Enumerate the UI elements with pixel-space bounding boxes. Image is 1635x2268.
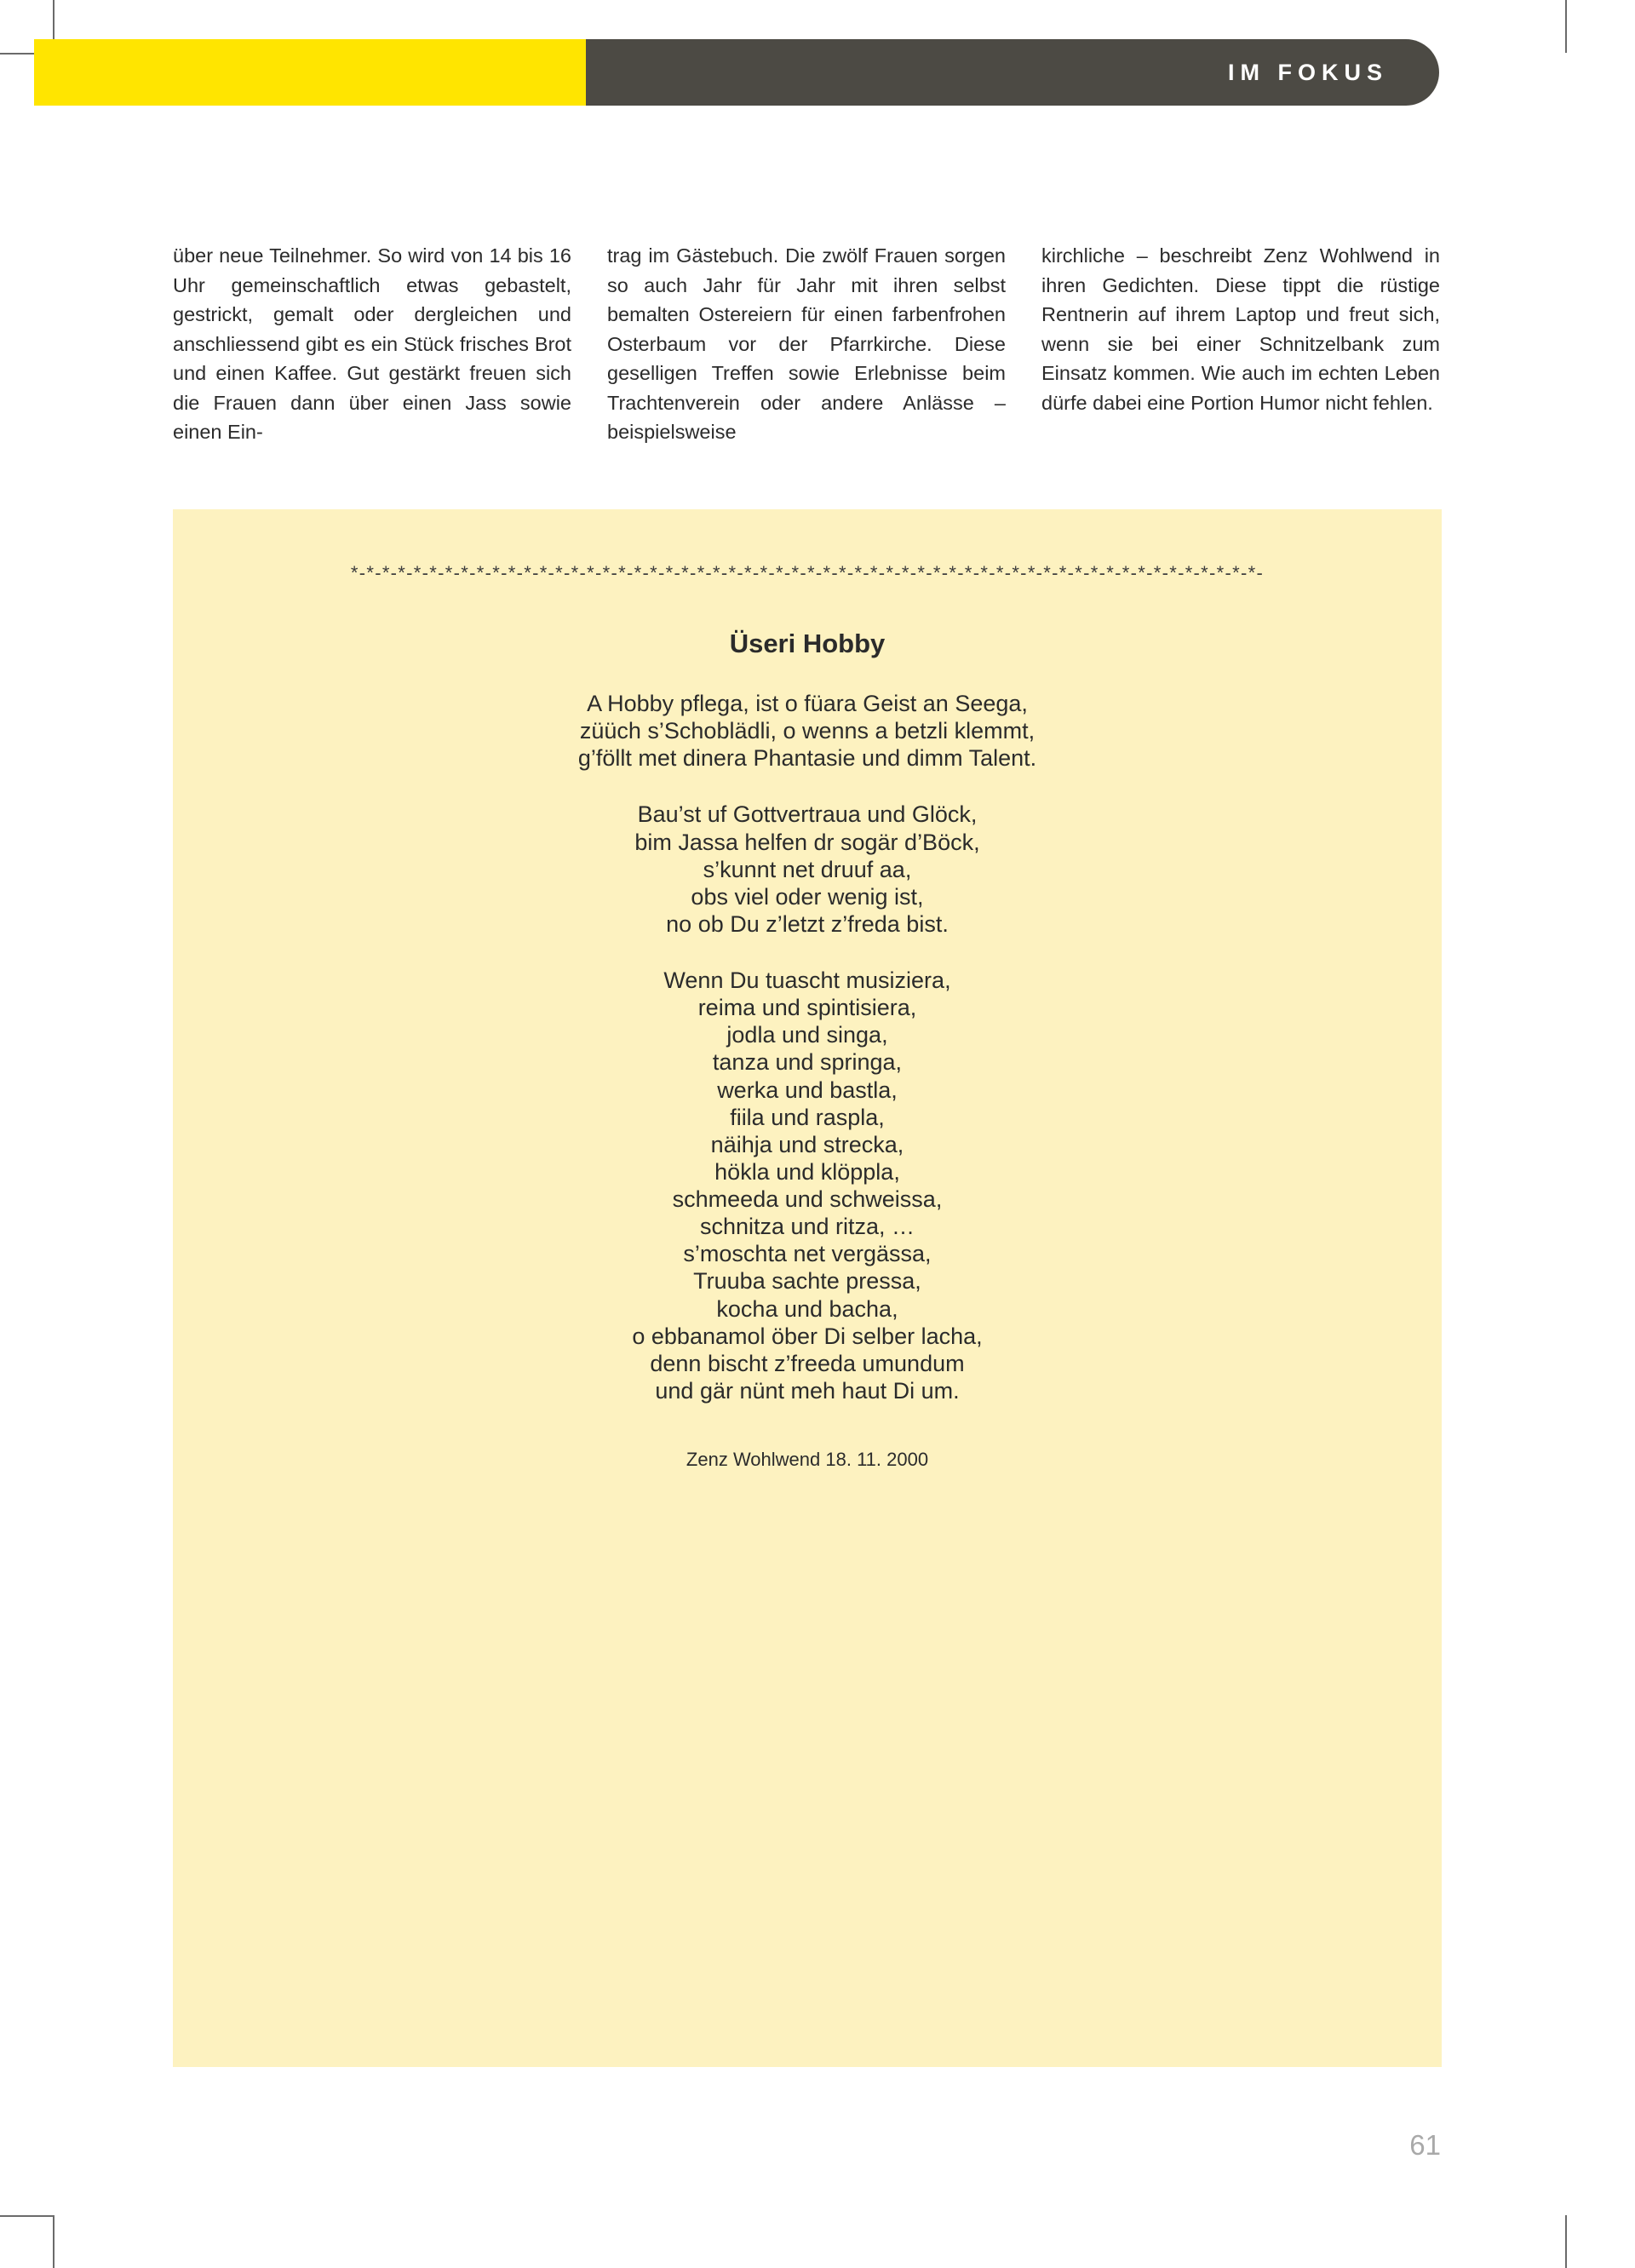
poem-signature: Zenz Wohlwend 18. 11. 2000: [686, 1449, 929, 1470]
poem-line: o ebbanamol öber Di selber lacha,: [632, 1323, 983, 1349]
poem-line: Wenn Du tuascht musiziera,: [663, 967, 951, 993]
poem-line: bim Jassa helfen dr sogär d’Böck,: [634, 829, 980, 855]
poem-line: schmeeda und schweissa,: [672, 1186, 943, 1212]
poem-line: tanza und springa,: [712, 1049, 903, 1076]
poem-line: reima und spintisiera,: [697, 995, 917, 1021]
poem-line: züüch s’Schoblädli, o wenns a betzli klemmt,: [579, 718, 1036, 744]
poem-line: werka und bastla,: [717, 1077, 898, 1103]
article-column-2-text: trag im Gästebuch. Die zwölf Frauen sorgen so auch Jahr für Jahr mit ihren selbst bemalten Ostereiern für einen farbenfrohen Osterbaum vor der Pfarrkirche. Diese geselligen Treffen sowie Erlebnisse beim Trachtenverein oder andere Anlässe – beispielsweise: [607, 244, 1006, 444]
poem-line: s’moschta net vergässa,: [683, 1241, 932, 1267]
page-title: IM FOKUS: [1228, 60, 1388, 85]
poem-title: Üseri Hobby: [729, 629, 886, 658]
article-columns: [173, 241, 1442, 447]
crop-mark-bottom-right-vertical: [1565, 2215, 1567, 2268]
page-number: 61: [1409, 2129, 1441, 2161]
poem-line: denn bischt z’freeda umundum: [650, 1350, 965, 1376]
poem-line: s’kunnt net druuf aa,: [703, 856, 912, 882]
article-column-1-text: über neue Teilnehmer. So wird von 14 bis 16 Uhr gemeinschaftlich etwas gebastelt, gestrickt, gemalt oder dergleichen und anschliessend gibt es ein Stück frisches Brot und einen Kaffee. Gut gestärkt freuen sich die Frauen dann über einen Jass sowie einen Ein-: [173, 244, 571, 444]
poem-line: hökla und klöppla,: [714, 1158, 900, 1185]
crop-mark-bottom-left-horizontal: [0, 2215, 53, 2217]
poem-line: no ob Du z’letzt z’freda bist.: [666, 910, 949, 937]
article-column-3-text: kirchliche – beschreibt Zenz Wohlwend in ihren Gedichten. Diese tippt die rüstige Rentnerin auf ihrem Laptop und freut sich, wenn sie bei einer Schnitzelbank zum Einsatz kommen. Wie auch im echten Leben dürfe dabei eine Portion Humor nicht fehlen.: [1041, 244, 1440, 414]
poem-body: [173, 629, 1442, 1471]
poem-line: schnitza und ritza, …: [699, 1214, 915, 1240]
article-column-3: [1041, 241, 1440, 447]
article-column-1: [173, 241, 571, 447]
poem-line: näihja und strecka,: [710, 1131, 904, 1157]
poem-title-block: [173, 629, 1442, 659]
poem-stanza-3: [173, 967, 1442, 1404]
poem-stanza-2: [173, 801, 1442, 938]
poem-line: A Hobby pflega, ist o füara Geist an Seega,: [587, 691, 1028, 716]
poem-stanza-1: [173, 690, 1442, 772]
poem-decorative-rule: *-*-*-*-*-*-*-*-*-*-*-*-*-*-*-*-*-*-*-*-*-*-*-*-*-*-*-*-*-*-*-*-*-*-*-*-*-*-*-*-*-*-*-*-*-*-*-*-*-*-*-*-*-*-*-*-*-*-: [350, 562, 1265, 583]
crop-mark-top-right-vertical: [1565, 0, 1567, 53]
poem-line: kocha und bacha,: [716, 1295, 898, 1322]
page-header: [34, 39, 1439, 106]
poem-line: jodla und singa,: [726, 1022, 888, 1048]
poem-line: fiila und raspla,: [730, 1104, 885, 1130]
poem-panel: [173, 509, 1442, 2067]
poem-line: obs viel oder wenig ist,: [691, 883, 924, 910]
crop-mark-bottom-left-vertical: [53, 2215, 54, 2268]
header-yellow-block: [34, 39, 586, 106]
poem-line: und gär nünt meh haut Di um.: [655, 1377, 960, 1404]
poem-line: Bau’st uf Gottvertraua und Glöck,: [637, 801, 978, 828]
poem-line: Truuba sachte pressa,: [693, 1268, 921, 1295]
article-column-2: [607, 241, 1006, 447]
poem-line: g’föllt met dinera Phantasie und dimm Talent.: [577, 745, 1037, 772]
